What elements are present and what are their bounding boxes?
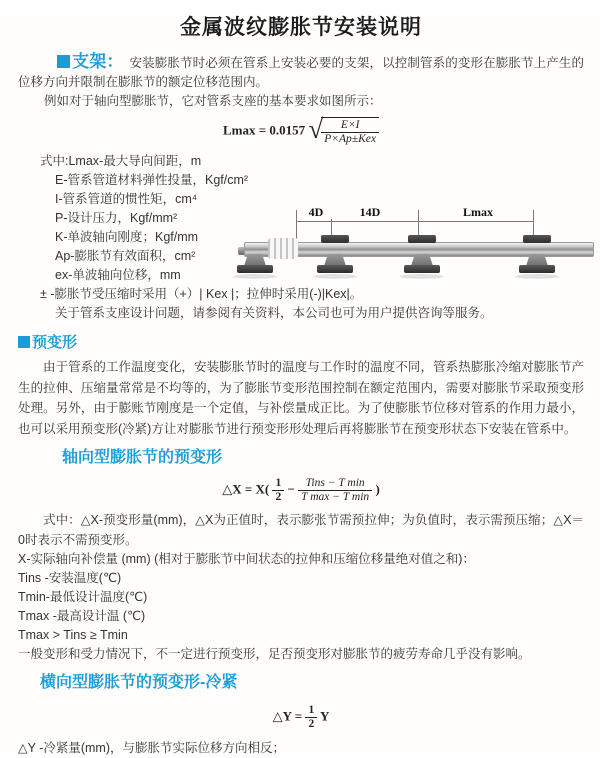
blue-square-bullet-icon: [18, 336, 30, 348]
predeform-section-heading: [18, 333, 584, 353]
dimension-tick: [296, 210, 297, 241]
fixed-anchor-support: [233, 235, 277, 283]
definition-line: P-设计压力，Kgf/mm²: [55, 211, 178, 225]
fraction-numerator: 1: [272, 477, 284, 491]
axial-formula: [18, 477, 584, 504]
axial-note-line: Tins -安装温度(℃): [18, 571, 122, 585]
lateral-formula-lhs: △Y =: [272, 708, 303, 724]
minus-sign: −: [287, 481, 295, 497]
fraction-denominator: P×Ap±Kex: [324, 133, 376, 145]
definition-line: I-管系管道的惯性矩，cm⁴: [55, 192, 198, 206]
lmax-formula-fraction: [321, 117, 379, 146]
support-base: [317, 265, 353, 273]
support-intro-text: 安装膨胀节时必须在管系上安装必要的支架，以控制管系的变形在膨胀节上产生的位移方向并限制在膨胀节的额定位移范围内。: [18, 56, 584, 89]
fraction-denominator: 2: [275, 491, 282, 503]
lateral-formula: [18, 704, 584, 731]
square-root: [308, 114, 379, 146]
axial-note-line: Tmax > Tins ≥ Tmin: [18, 628, 128, 642]
dim-label-lmax: Lmax: [448, 205, 508, 219]
fraction-denominator: 2: [308, 718, 315, 730]
guide-support: [400, 235, 444, 283]
lmax-formula: [18, 114, 584, 146]
axial-shizhong-paragraph: 式中：△X-预变形量(mm)，△X为正值时，表示膨张节需预拉伸；为负值时，表示需预压缩；△X＝0时表示不需预变形。: [18, 513, 584, 547]
support-clamp: [523, 235, 551, 243]
lateral-note-line: △Y -冷紧量(mm)，与膨胀节实际位移方向相反；: [18, 741, 286, 755]
support-base: [237, 265, 273, 273]
support-shadow: [400, 274, 444, 279]
dim-label-4d: 4D: [300, 205, 332, 219]
definition-line: 关于管系支座设计问题，请参阅有关资料，本公司也可为用户提供咨询等服务。: [55, 306, 493, 320]
support-shadow: [233, 274, 277, 279]
page-title: 金属波纹膨胀节安装说明: [180, 16, 422, 39]
definition-line: K-单波轴向刚度；Kgf/mm: [55, 230, 199, 244]
guide-support: [515, 235, 559, 283]
radical-sign-icon: √: [308, 114, 324, 144]
lateral-subheading: 横向型膨胀节的预变形-冷紧: [40, 674, 238, 691]
lateral-formula-rhs: Y: [319, 708, 330, 724]
one-half-fraction: [272, 477, 284, 504]
fraction-numerator: Tins − T min: [298, 477, 372, 491]
definition-line: 式中:Lmax-最大导向间距，m: [40, 154, 202, 168]
definition-line: ex-单波轴向位移，mm: [55, 268, 181, 282]
blue-square-bullet-icon: [57, 55, 70, 68]
axial-formula-lhs: △X = X(: [222, 481, 270, 497]
guide-support: [313, 235, 357, 283]
axial-note-line: Tmin-最低设计温度(℃): [18, 590, 148, 604]
dimension-line: [296, 221, 533, 222]
axial-formula-rhs: ): [375, 481, 380, 497]
support-section-heading: 支架：: [72, 52, 124, 71]
support-shadow: [313, 274, 357, 279]
fraction-denominator: T max − T min: [301, 491, 370, 503]
one-half-fraction: [305, 704, 317, 731]
definition-line: ± -膨胀节受压缩时采用（+）| Kex |；拉伸时采用(-)|Kex|。: [40, 287, 363, 301]
support-shadow: [515, 274, 559, 279]
fraction-numerator: 1: [305, 704, 317, 718]
predeform-paragraph: 由于管系的工作温度变化，安装膨胀节时的温度与工作时的温度不同，管系热膨胀冷缩对膨胀节产生的拉伸、压缩量常常是不均等的，为了膨胀节变形范围控制在额定范围内，需要对膨胀节采取预变形处理。另外，由于膨账节刚度是一个定值，与补偿量成正比。为了使膨胀节位移对管系的作用力最小，也可以采用预变形(冷紧)方让对膨胀节进行预变形形处理后再将膨胀节在预变形状态下安装在管系中。: [18, 360, 584, 436]
support-base: [404, 265, 440, 273]
pipe-support-diagram: [238, 207, 596, 299]
fraction-numerator: E×I: [321, 119, 379, 133]
predeform-heading-label: 预变形: [32, 334, 78, 351]
axial-note-line: 一般变形和受力情况下，不一定进行预变形，足否预变形对膨胀节的疲劳寿命几乎没有影响。: [18, 647, 531, 661]
document-content: [0, 14, 600, 758]
support-clamp: [321, 235, 349, 243]
definition-line: E-管系管道材料弹性投量，Kgf/cm²: [55, 173, 249, 187]
lmax-formula-lhs: Lmax = 0.0157: [223, 122, 306, 138]
support-clamp: [408, 235, 436, 243]
support-base: [519, 265, 555, 273]
axial-note-line: Tmax -最高设计温 (℃): [18, 609, 146, 623]
axial-note-line: X-实际轴向补偿量 (mm) (相对于膨胀节中间状态的拉伸和压缩位移量绝对值之和)：: [18, 552, 475, 566]
document-page: [0, 14, 600, 755]
dim-label-14d: 14D: [348, 205, 392, 219]
axial-subheading: 轴向型膨胀节的预变形: [62, 449, 223, 466]
definition-line: Ap-膨胀节有效面积，cm²: [55, 249, 196, 263]
temperature-fraction: [298, 477, 372, 504]
support-example-line: 例如对于轴向型膨胀节，它对管系支座的基本要求如图所示：: [44, 94, 382, 108]
support-paragraph: [18, 52, 584, 92]
